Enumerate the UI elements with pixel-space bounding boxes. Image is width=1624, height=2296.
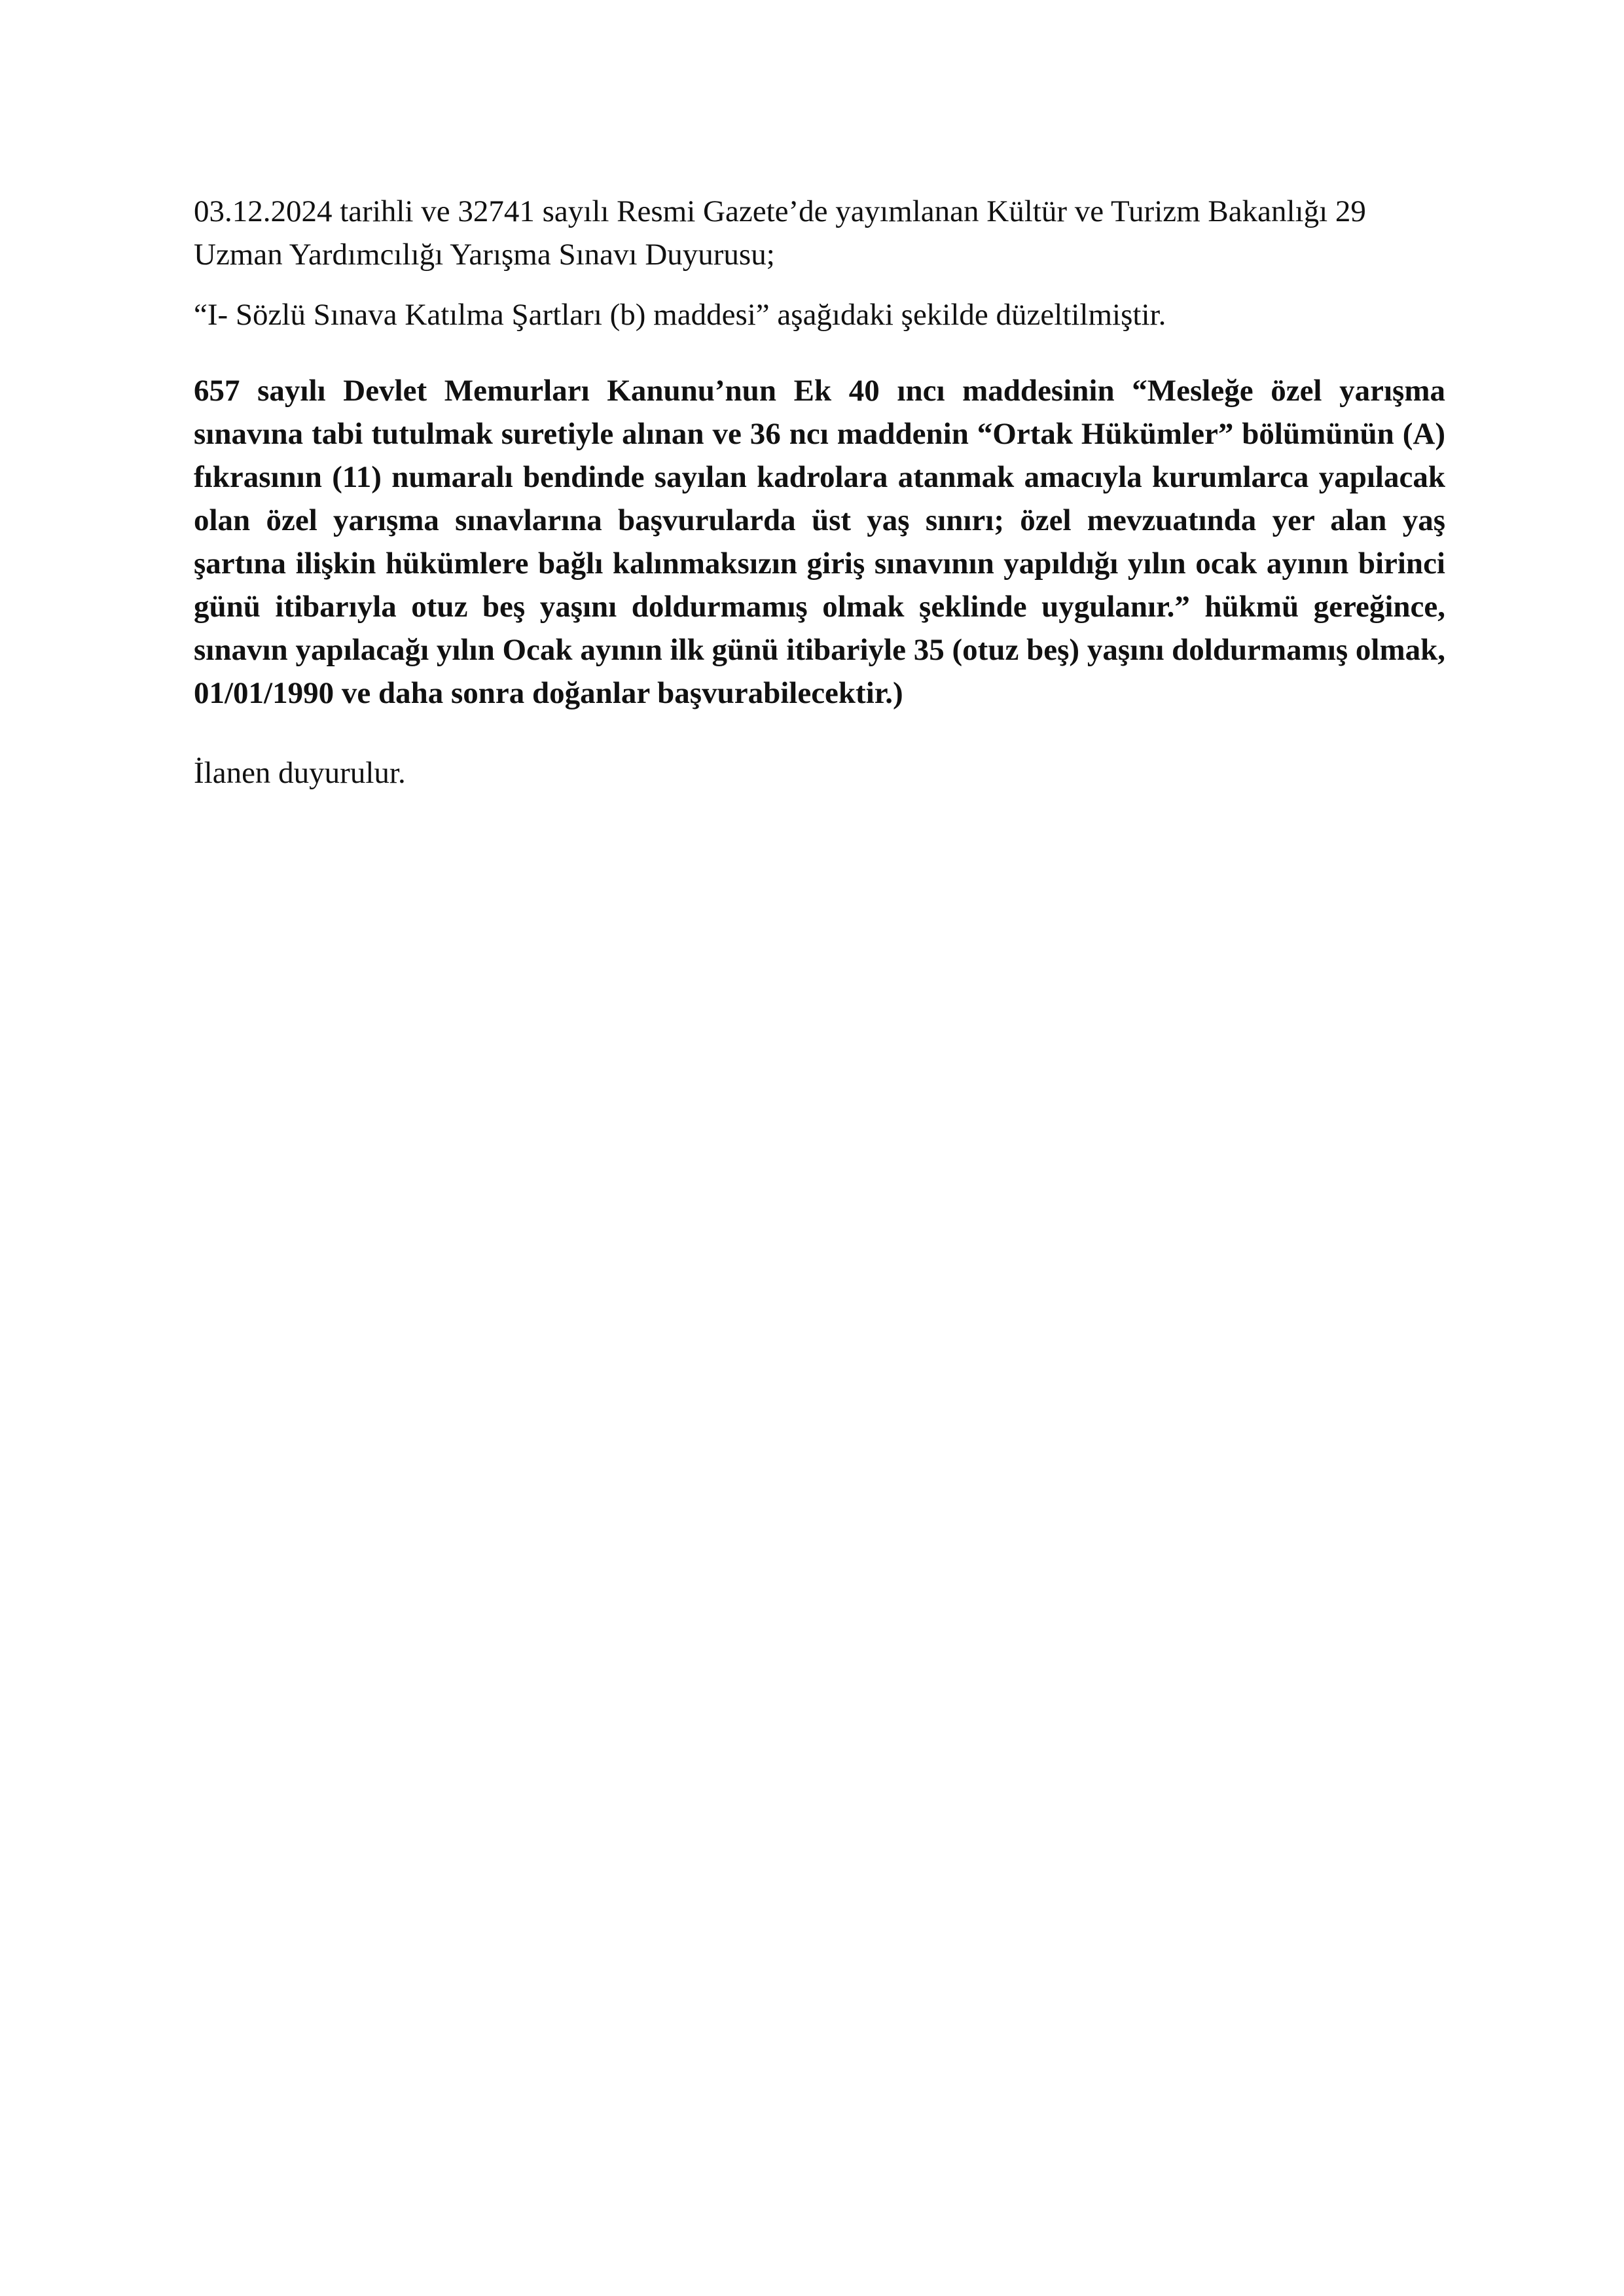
intro-line-2: Uzman Yardımcılığı Yarışma Sınavı Duyurusu; bbox=[194, 238, 775, 272]
legal-provision-paragraph: 657 sayılı Devlet Memurları Kanunu’nun Ek 40 ıncı maddesinin “Mesleğe özel yarışma sınavına tabi tutulmak suretiyle alınan ve 36 ncı maddenin “Ortak Hükümler” bölümünün (A) fıkrasının (11) numaralı bendinde sayılan kadrolara atanmak amacıyla kurumlarca yapılacak olan özel yarışma sınavlarına başvurularda üst yaş sınırı; özel mevzuatında yer alan yaş şartına ilişkin hükümlere bağlı kalınmaksızın giriş sınavının yapıldığı yılın ocak ayının birinci günü itibarıyla otuz beş yaşını doldurmamış olmak şeklinde uygulanır.” hükmü gereğince, sınavın yapılacağı yılın Ocak ayının ilk günü itibariyle 35 (otuz beş) yaşını doldurmamış olmak, 01/01/1990 ve daha sonra doğanlar başvurabilecektir.) bbox=[194, 374, 1445, 710]
correction-notice: “I- Sözlü Sınava Katılma Şartları (b) maddesi” aşağıdaki şekilde düzeltilmiştir. bbox=[194, 298, 1166, 332]
document-body bbox=[194, 190, 1445, 795]
intro-paragraph bbox=[194, 190, 1445, 276]
closing-statement: İlanen duyurulur. bbox=[194, 756, 406, 790]
intro-line-1: 03.12.2024 tarihli ve 32741 sayılı Resmi Gazete’de yayımlanan Kültür ve Turizm Bakanlığı 29 bbox=[194, 194, 1366, 228]
